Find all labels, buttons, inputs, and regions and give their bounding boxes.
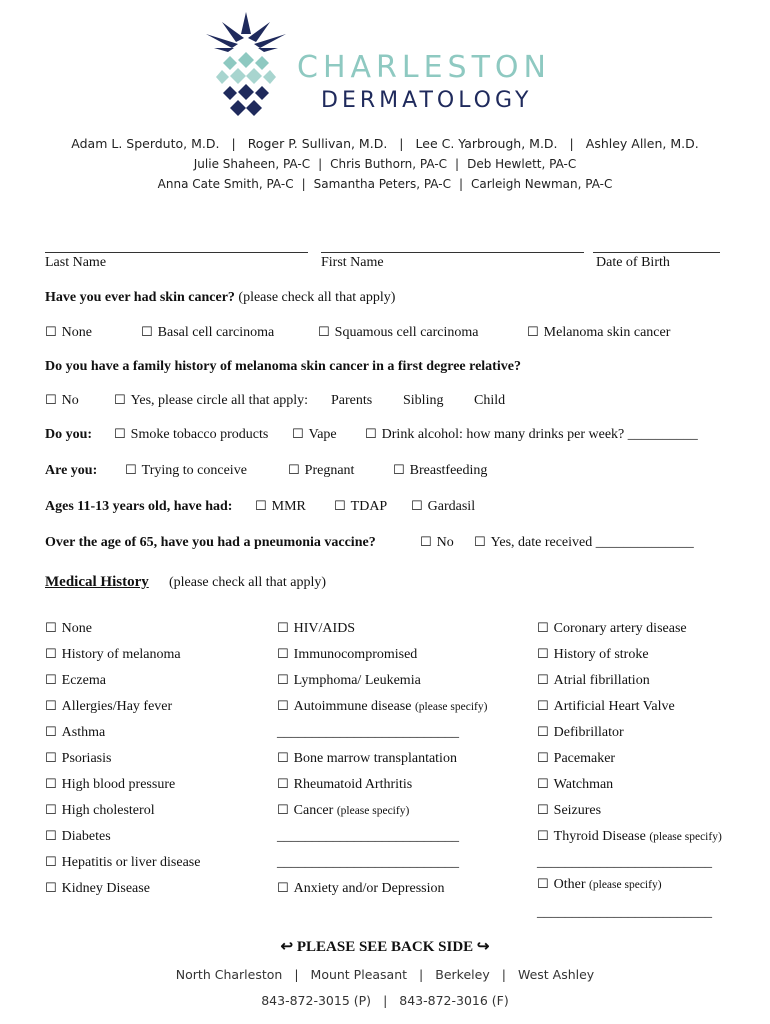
mh-asthma-checkbox[interactable]: ☐ Asthma bbox=[45, 725, 106, 740]
mh-immunocompromised-checkbox[interactable]: ☐ Immunocompromised bbox=[277, 647, 418, 662]
mh-high-blood-pressure-checkbox[interactable]: ☐ High blood pressure bbox=[45, 777, 176, 792]
family-history-no-checkbox[interactable]: ☐ No bbox=[45, 393, 79, 408]
mmr-checkbox[interactable]: ☐ MMR bbox=[255, 499, 306, 514]
mh-kidney-disease-checkbox[interactable]: ☐ Kidney Disease bbox=[45, 881, 150, 896]
mh-rheumatoid-arthritis-checkbox[interactable]: ☐ Rheumatoid Arthritis bbox=[277, 777, 413, 792]
dob-label: Date of Birth bbox=[596, 255, 670, 270]
medical-history-title: Medical History bbox=[45, 574, 149, 590]
mh-high-cholesterol-checkbox[interactable]: ☐ High cholesterol bbox=[45, 803, 155, 818]
arrow-right-icon: ↪ bbox=[476, 939, 490, 955]
pregnant-checkbox[interactable]: ☐ Pregnant bbox=[288, 463, 355, 478]
relative-child[interactable]: Child bbox=[474, 393, 506, 408]
skin-cancer-squamous-checkbox[interactable]: ☐ Squamous cell carcinoma bbox=[318, 325, 479, 340]
family-history-yes-checkbox[interactable]: ☐ Yes, please circle all that apply: bbox=[114, 393, 309, 408]
mh-bone-marrow-checkbox[interactable]: ☐ Bone marrow transplantation bbox=[277, 751, 457, 766]
trying-to-conceive-checkbox[interactable]: ☐ Trying to conceive bbox=[125, 463, 247, 478]
last-name-label: Last Name bbox=[45, 255, 107, 270]
mh-atrial-fibrillation-checkbox[interactable]: ☐ Atrial fibrillation bbox=[537, 673, 650, 688]
mh-lymphoma-checkbox[interactable]: ☐ Lymphoma/ Leukemia bbox=[277, 673, 421, 688]
dob-field[interactable] bbox=[593, 252, 720, 253]
logo-wordmark-bottom: DERMATOLOGY bbox=[321, 88, 533, 113]
pneumonia-no-checkbox[interactable]: ☐ No bbox=[420, 535, 454, 550]
breastfeeding-checkbox[interactable]: ☐ Breastfeeding bbox=[393, 463, 488, 478]
mh-pacemaker-checkbox[interactable]: ☐ Pacemaker bbox=[537, 751, 616, 766]
relative-parents[interactable]: Parents bbox=[331, 393, 373, 408]
mh-heart-valve-checkbox[interactable]: ☐ Artificial Heart Valve bbox=[537, 699, 675, 714]
mh-allergies-checkbox[interactable]: ☐ Allergies/Hay fever bbox=[45, 699, 173, 714]
mh-none-checkbox[interactable]: ☐ None bbox=[45, 621, 92, 636]
mh-thyroid-checkbox[interactable]: ☐ Thyroid Disease (please specify) bbox=[537, 829, 722, 844]
physician-list: Adam L. Sperduto, M.D. | Roger P. Sullivan, M.D. | Lee C. Yarbrough, M.D. | Ashley Allen, M.D. bbox=[71, 136, 699, 151]
mh-other-specify-field[interactable]: _________________________ bbox=[537, 905, 712, 920]
tdap-checkbox[interactable]: ☐ TDAP bbox=[334, 499, 388, 514]
pa-list-row-2: Anna Cate Smith, PA-C | Samantha Peters, PA-C | Carleigh Newman, PA-C bbox=[157, 177, 613, 191]
mh-hiv-checkbox[interactable]: ☐ HIV/AIDS bbox=[277, 621, 356, 636]
vape-checkbox[interactable]: ☐ Vape bbox=[292, 427, 337, 442]
contact-numbers: 843-872-3015 (P) | 843-872-3016 (F) bbox=[261, 993, 509, 1008]
phone-number: 843-872-3015 (P) bbox=[261, 993, 372, 1008]
office-locations: North Charleston | Mount Pleasant | Berkeley | West Ashley bbox=[175, 967, 595, 982]
mh-watchman-checkbox[interactable]: ☐ Watchman bbox=[537, 777, 614, 792]
mh-anxiety-depression-checkbox[interactable]: ☐ Anxiety and/or Depression bbox=[277, 881, 445, 896]
mh-psoriasis-checkbox[interactable]: ☐ Psoriasis bbox=[45, 751, 112, 766]
arrow-left-icon: ↩ bbox=[280, 939, 294, 955]
mh-history-melanoma-checkbox[interactable]: ☐ History of melanoma bbox=[45, 647, 181, 662]
mh-cancer-specify-field-1[interactable]: __________________________ bbox=[277, 829, 459, 844]
mh-other-checkbox[interactable]: ☐ Other (please specify) bbox=[537, 877, 662, 892]
alcohol-checkbox[interactable]: ☐ Drink alcohol: how many drinks per week? __________ bbox=[365, 427, 698, 442]
smoke-checkbox[interactable]: ☐ Smoke tobacco products bbox=[114, 427, 269, 442]
last-name-field[interactable] bbox=[45, 252, 308, 253]
over-65-label: Over the age of 65, have you had a pneumonia vaccine? bbox=[45, 535, 376, 550]
mh-hepatitis-checkbox[interactable]: ☐ Hepatitis or liver disease bbox=[45, 855, 201, 870]
pneumonia-yes-checkbox[interactable]: ☐ Yes, date received ______________ bbox=[474, 535, 694, 550]
mh-stroke-checkbox[interactable]: ☐ History of stroke bbox=[537, 647, 649, 662]
skin-cancer-question: Have you ever had skin cancer? (please check all that apply) bbox=[45, 290, 396, 305]
skin-cancer-basal-checkbox[interactable]: ☐ Basal cell carcinoma bbox=[141, 325, 275, 340]
mh-autoimmune-specify-field[interactable]: __________________________ bbox=[277, 725, 459, 740]
mh-defibrillator-checkbox[interactable]: ☐ Defibrillator bbox=[537, 725, 624, 740]
first-name-label: First Name bbox=[321, 255, 384, 270]
mh-eczema-checkbox[interactable]: ☐ Eczema bbox=[45, 673, 106, 688]
see-back-side-note: ↩ PLEASE SEE BACK SIDE ↪ bbox=[280, 939, 490, 955]
skin-cancer-melanoma-checkbox[interactable]: ☐ Melanoma skin cancer bbox=[527, 325, 671, 340]
pa-list-row-1: Julie Shaheen, PA-C | Chris Buthorn, PA-C | Deb Hewlett, PA-C bbox=[193, 157, 577, 171]
mh-thyroid-specify-field[interactable]: _________________________ bbox=[537, 855, 712, 870]
first-name-field[interactable] bbox=[321, 252, 584, 253]
mh-autoimmune-checkbox[interactable]: ☐ Autoimmune disease (please specify) bbox=[277, 699, 488, 714]
family-history-question: Do you have a family history of melanoma skin cancer in a first degree relative? bbox=[45, 359, 521, 374]
mh-diabetes-checkbox[interactable]: ☐ Diabetes bbox=[45, 829, 111, 844]
medical-history-note: (please check all that apply) bbox=[169, 575, 327, 590]
mh-seizures-checkbox[interactable]: ☐ Seizures bbox=[537, 803, 602, 818]
mh-cancer-specify-field-2[interactable]: __________________________ bbox=[277, 855, 459, 870]
mh-cancer-checkbox[interactable]: ☐ Cancer (please specify) bbox=[277, 803, 410, 818]
pineapple-logo-icon bbox=[204, 12, 288, 120]
do-you-label: Do you: bbox=[45, 427, 93, 442]
are-you-label: Are you: bbox=[45, 463, 98, 478]
mh-coronary-artery-checkbox[interactable]: ☐ Coronary artery disease bbox=[537, 621, 687, 636]
logo-wordmark-top: CHARLESTON bbox=[297, 50, 551, 85]
gardasil-checkbox[interactable]: ☐ Gardasil bbox=[411, 499, 476, 514]
ages-11-13-label: Ages 11-13 years old, have had: bbox=[45, 499, 233, 514]
relative-sibling[interactable]: Sibling bbox=[403, 393, 444, 408]
fax-number: 843-872-3016 (F) bbox=[399, 993, 509, 1008]
skin-cancer-none-checkbox[interactable]: ☐ None bbox=[45, 325, 92, 340]
